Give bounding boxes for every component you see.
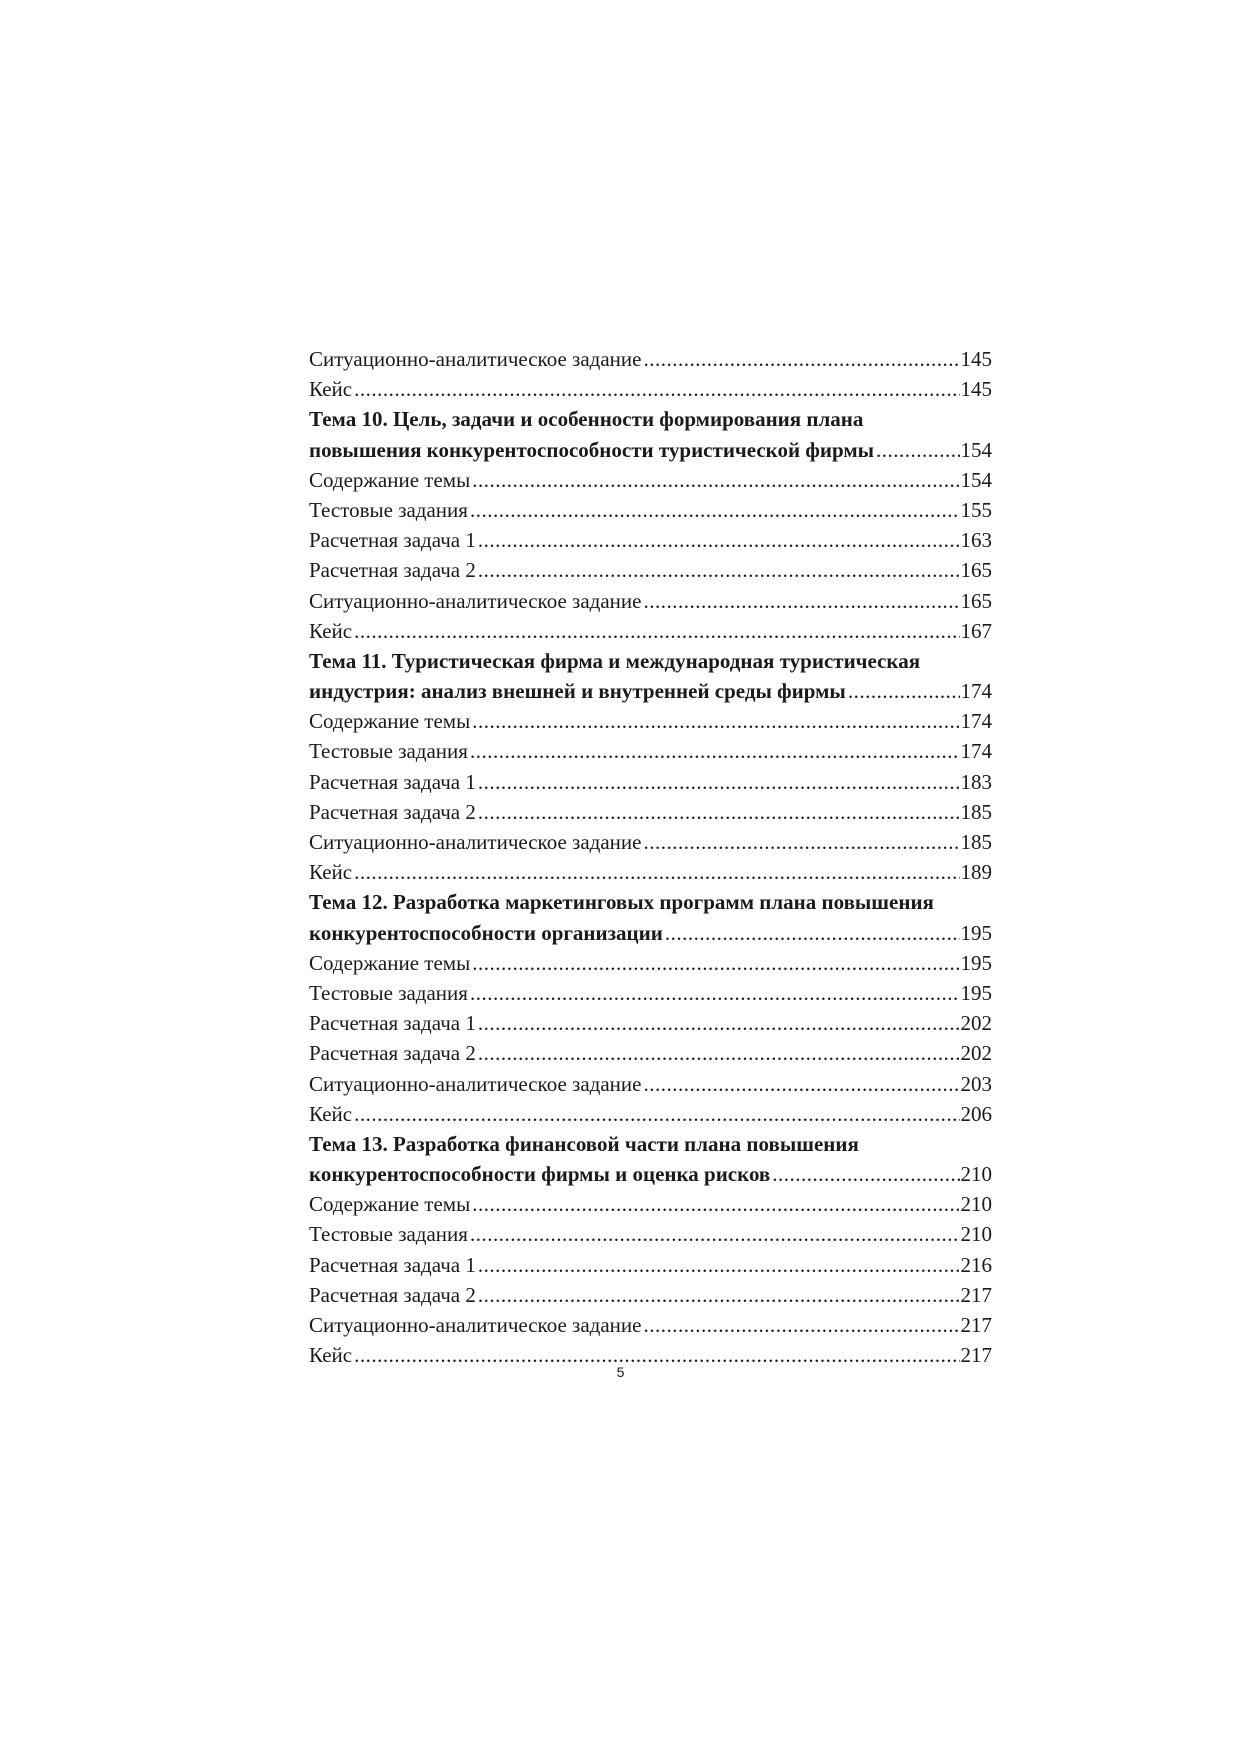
toc-entry-label: Содержание темы [309,709,471,734]
topic-title-entry[interactable] [309,435,992,465]
topic-title-label: повышения конкурентоспособности туристической фирмы [309,437,875,462]
toc-entry-label: Содержание темы [309,1192,471,1217]
toc-leader-dots [354,616,959,646]
table-of-contents [309,344,992,1370]
toc-leader-dots [472,706,959,736]
toc-entry-label: Расчетная задача 1 [309,1252,476,1277]
toc-entry-page: 183 [960,769,992,794]
toc-leader-dots [472,465,959,495]
toc-entry-page: 210 [960,1222,992,1247]
toc-entry-page: 189 [960,860,992,885]
toc-entry[interactable] [309,1280,992,1310]
toc-entry[interactable] [309,344,992,374]
toc-entry[interactable] [309,827,992,857]
toc-leader-dots [478,1280,960,1310]
toc-entry[interactable] [309,1069,992,1099]
topic-title-line[interactable]: Тема 13. Разработка финансовой части плана повышения [309,1131,859,1156]
toc-entry-page: 174 [960,739,992,764]
toc-entry[interactable] [309,1008,992,1038]
topic-title-entry[interactable] [309,676,992,706]
toc-entry-page: 206 [960,1101,992,1126]
toc-leader-dots [354,1099,959,1129]
toc-entry[interactable] [309,948,992,978]
toc-entry[interactable] [309,495,992,525]
toc-entry[interactable] [309,706,992,736]
toc-leader-dots [478,1250,960,1280]
toc-entry[interactable] [309,1219,992,1249]
topic-title-line[interactable]: Тема 10. Цель, задачи и особенности формирования плана [309,407,864,432]
toc-leader-dots [665,918,960,948]
toc-entry-page: 216 [960,1252,992,1277]
topic-title-label: конкурентоспособности организации [309,920,663,945]
toc-entry-label: Ситуационно-аналитическое задание [309,1071,642,1096]
topic-title-label: конкурентоспособности фирмы и оценка рисков [309,1162,771,1187]
toc-leader-dots [470,1219,960,1249]
toc-leader-dots [470,978,960,1008]
toc-entry-page: 202 [960,1041,992,1066]
toc-entry-page: 195 [960,980,992,1005]
topic-title-line[interactable]: Тема 11. Туристическая фирма и международная туристическая [309,648,921,673]
toc-entry-page: 217 [960,1313,992,1337]
toc-entry[interactable] [309,1250,992,1280]
toc-leader-dots [472,1189,959,1219]
toc-entry[interactable] [309,555,992,585]
toc-leader-dots [643,827,959,857]
topic-title-line[interactable]: Тема 12. Разработка маркетинговых программ плана повышения [309,890,934,915]
topic-title-page: 210 [960,1162,992,1187]
toc-entry-label: Ситуационно-аналитическое задание [309,588,642,613]
toc-leader-dots [478,767,960,797]
toc-entry[interactable] [309,374,992,404]
toc-entry-label: Кейс [309,1101,353,1126]
toc-entry-label: Расчетная задача 2 [309,558,476,583]
toc-entry-label: Расчетная задача 2 [309,799,476,824]
toc-entry[interactable] [309,1310,992,1340]
toc-entry-page: 163 [960,528,992,553]
toc-leader-dots [772,1159,959,1189]
toc-leader-dots [643,344,959,374]
toc-entry-label: Расчетная задача 1 [309,769,476,794]
toc-entry-label: Тестовые задания [309,497,468,522]
toc-entry-label: Ситуационно-аналитическое задание [309,347,642,371]
toc-entry-label: Ситуационно-аналитическое задание [309,1313,642,1337]
toc-entry-label: Расчетная задача 1 [309,528,476,553]
toc-entry[interactable] [309,616,992,646]
toc-entry-label: Расчетная задача 2 [309,1041,476,1066]
toc-entry[interactable] [309,1038,992,1068]
toc-entry[interactable] [309,857,992,887]
toc-leader-dots [848,676,960,706]
toc-entry-label: Кейс [309,618,353,643]
toc-entry-page: 154 [960,467,992,492]
toc-leader-dots [876,435,959,465]
topic-title-entry[interactable] [309,918,992,948]
toc-entry-page: 217 [960,1282,992,1307]
toc-entry-page: 165 [960,558,992,583]
toc-entry-page: 155 [960,497,992,522]
toc-entry-page: 185 [960,799,992,824]
toc-leader-dots [643,586,959,616]
toc-leader-dots [472,948,959,978]
toc-entry-page: 202 [960,1011,992,1036]
toc-entry-label: Содержание темы [309,467,471,492]
toc-entry-label: Расчетная задача 2 [309,1282,476,1307]
toc-entry-page: 185 [960,830,992,854]
toc-entry[interactable] [309,1189,992,1219]
toc-leader-dots [478,797,960,827]
toc-leader-dots [478,1038,960,1068]
topic-title-page: 154 [960,437,992,462]
toc-leader-dots [478,1008,960,1038]
toc-entry[interactable] [309,767,992,797]
toc-entry-page: 165 [960,588,992,613]
toc-leader-dots [354,857,959,887]
toc-entry-label: Тестовые задания [309,739,468,764]
toc-entry-page: 145 [960,347,992,371]
page-number: 5 [616,1364,625,1380]
toc-entry-page: 174 [960,709,992,734]
toc-entry[interactable] [309,1099,992,1129]
toc-entry-label: Кейс [309,377,353,402]
toc-entry-label: Тестовые задания [309,1222,468,1247]
toc-entry-label: Расчетная задача 1 [309,1011,476,1036]
toc-entry[interactable] [309,978,992,1008]
topic-title-label: индустрия: анализ внешней и внутренней среды фирмы [309,679,846,704]
toc-leader-dots [478,525,960,555]
toc-entry[interactable] [309,736,992,766]
toc-entry[interactable] [309,797,992,827]
toc-entry-label: Содержание темы [309,950,471,975]
toc-entry-page: 203 [960,1071,992,1096]
toc-leader-dots [354,374,959,404]
toc-leader-dots [643,1069,959,1099]
toc-leader-dots [478,555,960,585]
topic-title-page: 195 [960,920,992,945]
toc-entry-page: 167 [960,618,992,643]
toc-entry[interactable] [309,525,992,555]
toc-entry-label: Тестовые задания [309,980,468,1005]
toc-leader-dots [643,1310,959,1340]
toc-entry-label: Кейс [309,860,353,885]
toc-entry-page: 210 [960,1192,992,1217]
toc-entry-label: Кейс [309,1343,353,1368]
topic-title-page: 174 [960,679,992,704]
toc-leader-dots [470,495,960,525]
toc-entry[interactable] [309,586,992,616]
topic-title-entry[interactable] [309,1159,992,1189]
toc-entry-page: 195 [960,950,992,975]
toc-entry-page: 145 [960,377,992,402]
toc-entry-page: 217 [960,1343,992,1368]
toc-entry[interactable] [309,465,992,495]
toc-entry-label: Ситуационно-аналитическое задание [309,830,642,854]
toc-leader-dots [470,736,960,766]
